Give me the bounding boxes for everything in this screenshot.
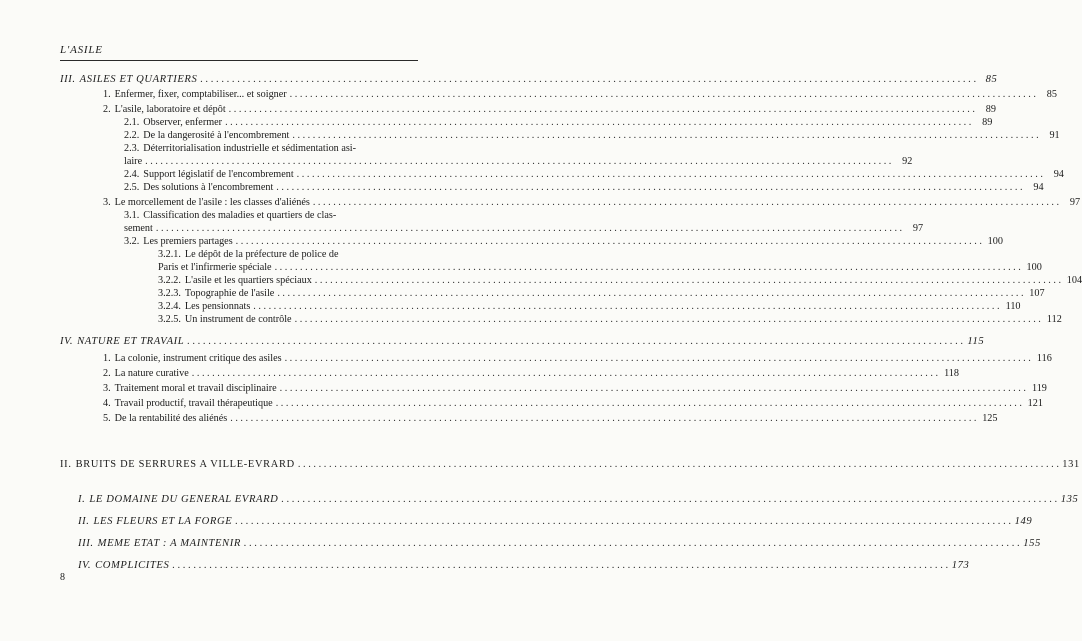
leader-dots: [145, 156, 891, 168]
leader-dots: [313, 197, 1059, 209]
leader-dots: [277, 288, 1023, 300]
toc-entry-number: 3.: [103, 383, 111, 394]
toc-entry-page: 125: [982, 413, 998, 424]
toc-entry-number: 2.: [103, 104, 111, 115]
toc-entry-title: ASILES ET QUARTIERS: [79, 74, 198, 85]
toc-entry-title: Classification des maladies et quartiers de clas-: [143, 210, 337, 221]
leader-dots: [187, 336, 963, 348]
toc-entry-page: 149: [1014, 516, 1033, 527]
toc-entry-title: La colonie, instrument critique des asiles: [114, 353, 282, 364]
toc-entry-page: 116: [1036, 353, 1052, 364]
toc-entry-number: 1.: [103, 89, 111, 100]
toc-entry-page: 121: [1027, 398, 1043, 409]
leader-dots: [285, 353, 1031, 365]
toc-entry-page: 89: [982, 117, 993, 128]
toc-entry-title: COMPLICITES: [95, 560, 170, 571]
toc-entry-title: De la rentabilité des aliénés: [114, 413, 228, 424]
leader-dots: [172, 560, 948, 572]
toc-entry-2: [103, 104, 996, 116]
toc-entry-title: MEME ETAT : A MAINTENIR: [97, 538, 241, 549]
toc-entry-iv-4: [103, 398, 1043, 410]
toc-entry-title: Enfermer, fixer, comptabiliser... et soigner: [114, 89, 287, 100]
toc-entry-page: 94: [1033, 182, 1044, 193]
toc-entry-title: Le dépôt de la préfecture de police de: [184, 249, 339, 260]
toc-entry-number: 2.2.: [124, 130, 140, 141]
toc-entry-number: 3.2.: [124, 236, 140, 247]
toc-entry-page: 100: [987, 236, 1003, 247]
toc-entry-title: Les pensionnats: [184, 301, 251, 312]
toc-entry-title: De la dangerosité à l'encombrement: [143, 130, 290, 141]
leader-dots: [297, 169, 1043, 181]
toc-entry-title: La nature curative: [114, 368, 189, 379]
toc-entry-iv-1: [103, 353, 1052, 365]
leader-dots: [229, 104, 975, 116]
leader-dots: [295, 314, 1041, 326]
toc-entry-2-1: [124, 117, 993, 129]
toc-entry-page: 119: [1031, 383, 1047, 394]
toc-entry-3-2-2: [158, 275, 1082, 287]
toc-entry-title: Des solutions à l'encombrement: [143, 182, 274, 193]
toc-entry-number: 3.2.4.: [158, 301, 181, 312]
toc-entry-number: 3.2.5.: [158, 314, 181, 325]
toc-entry-number: III.: [60, 74, 76, 85]
toc-entry-title: Support législatif de l'encombrement: [143, 169, 294, 180]
toc-entry-3-1: [124, 210, 924, 235]
leader-dots: [280, 383, 1026, 395]
toc-entry-2-4: [124, 169, 1064, 181]
toc-entry-title: Les premiers partages: [143, 236, 233, 247]
toc-entry-number: 3.: [103, 197, 111, 208]
toc-entry-page: 107: [1029, 288, 1045, 299]
toc-entry-number: IV.: [78, 560, 92, 571]
toc-entry-number: III.: [78, 538, 94, 549]
toc-entry-number: IV.: [60, 336, 74, 347]
toc-entry-number: 2.1.: [124, 117, 140, 128]
toc-entry-title: L'asile, laboratoire et dépôt: [114, 104, 226, 115]
toc-entry-3: [103, 197, 1081, 209]
leader-dots: [200, 74, 976, 86]
running-title: L'ASILE: [60, 44, 103, 56]
leader-dots: [225, 117, 971, 129]
toc-entry-title: BRUITS DE SERRURES A VILLE-EVRARD: [75, 459, 295, 470]
toc-entry-page: 85: [1046, 89, 1057, 100]
toc-entry-title: NATURE ET TRAVAIL: [77, 336, 185, 347]
leader-dots: [276, 398, 1022, 410]
toc-entry-number: I.: [78, 494, 86, 505]
leader-dots: [230, 413, 976, 425]
toc-entry-3-2: [124, 236, 1003, 248]
toc-entry-title: LES FLEURS ET LA FORGE: [93, 516, 233, 527]
leader-dots: [192, 368, 938, 380]
toc-entry-number: 2.5.: [124, 182, 140, 193]
toc-entry-page: 94: [1053, 169, 1064, 180]
toc-entry-page: 110: [1005, 301, 1021, 312]
toc-entry-number: 2.: [103, 368, 111, 379]
toc-entry-iv-2: [103, 368, 959, 380]
leader-dots: [292, 130, 1038, 142]
toc-entry-title: L'asile et les quartiers spéciaux: [184, 275, 312, 286]
toc-entry-page: 91: [1049, 130, 1060, 141]
toc-entry-title-continued: Paris et l'infirmerie spéciale: [158, 262, 272, 273]
toc-entry-number: 3.2.2.: [158, 275, 181, 286]
toc-entry-iii: [60, 74, 998, 86]
toc-entry-2-2: [124, 130, 1060, 142]
toc-entry-3-2-4: [158, 301, 1021, 313]
leader-dots: [235, 516, 1011, 528]
toc-entry-3-2-5: [158, 314, 1062, 326]
toc-entry-number: II.: [78, 516, 90, 527]
toc-entry-title: Travail productif, travail thérapeutique: [114, 398, 273, 409]
toc-entry-iv-5: [103, 413, 998, 425]
toc-entry-title: Le morcellement de l'asile : les classes d'aliénés: [114, 197, 310, 208]
toc-entry-number: 2.3.: [124, 143, 140, 154]
leader-dots: [236, 236, 982, 248]
toc-entry-number: 5.: [103, 413, 111, 424]
leader-dots: [275, 262, 1021, 274]
leader-dots: [244, 538, 1020, 550]
toc-entry-title: Topographie de l'asile: [184, 288, 275, 299]
toc-entry-page: 97: [1069, 197, 1081, 208]
toc-entry-title-continued: laire: [124, 156, 143, 167]
toc-entry-2-5: [124, 182, 1044, 194]
toc-entry-II: [60, 459, 1080, 471]
page-number: 8: [60, 572, 65, 583]
toc-entry-page: 85: [985, 74, 998, 85]
toc-entry-page: 104: [1066, 275, 1082, 286]
toc-entry-page: 115: [967, 336, 985, 347]
toc-entry-page: 112: [1046, 314, 1062, 325]
toc-entry-1: [103, 89, 1057, 101]
toc-entry-page: 89: [985, 104, 996, 115]
toc-entry-number: 3.2.1.: [158, 249, 181, 260]
toc-entry-number: 1.: [103, 353, 111, 364]
toc-entry-page: 131: [1062, 459, 1080, 470]
toc-entry-page: 118: [944, 368, 959, 379]
toc-entry-3-2-1: [158, 249, 1042, 274]
toc-entry-2-3: [124, 143, 913, 168]
toc-entry-II-ii: [78, 516, 1033, 528]
toc-entry-page: 135: [1060, 494, 1079, 505]
toc-entry-page: 97: [912, 223, 924, 234]
toc-entry-iv: [60, 336, 985, 348]
toc-entry-number: 3.2.3.: [158, 288, 181, 299]
toc-entry-page: 92: [902, 156, 913, 167]
toc-entry-title: LE DOMAINE DU GENERAL EVRARD: [89, 494, 279, 505]
toc-entry-title-continued: sement: [124, 223, 153, 234]
toc-entry-II-iii: [78, 538, 1041, 550]
leader-dots: [281, 494, 1057, 506]
toc-entry-II-iv: [78, 560, 970, 572]
leader-dots: [290, 89, 1036, 101]
header-rule: [60, 60, 418, 61]
toc-entry-page: 155: [1023, 538, 1041, 549]
toc-entry-title: Traitement moral et travail disciplinaire: [114, 383, 277, 394]
toc-entry-title: Un instrument de contrôle: [184, 314, 292, 325]
toc-entry-3-2-3: [158, 288, 1045, 300]
leader-dots: [156, 223, 902, 235]
toc-entry-page: 100: [1026, 262, 1042, 273]
toc-entry-number: 4.: [103, 398, 111, 409]
toc-entry-II-i: [78, 494, 1079, 506]
toc-entry-page: 173: [951, 560, 970, 571]
toc-entry-number: II.: [60, 459, 72, 470]
leader-dots: [276, 182, 1022, 194]
toc-entry-title: Observer, enfermer: [143, 117, 223, 128]
leader-dots: [253, 301, 999, 313]
toc-entry-number: 3.1.: [124, 210, 140, 221]
leader-dots: [315, 275, 1061, 287]
toc-entry-iv-3: [103, 383, 1047, 395]
leader-dots: [298, 459, 1059, 471]
toc-entry-title: Déterritorialisation industrielle et sédimentation asi-: [143, 143, 357, 154]
toc-entry-number: 2.4.: [124, 169, 140, 180]
